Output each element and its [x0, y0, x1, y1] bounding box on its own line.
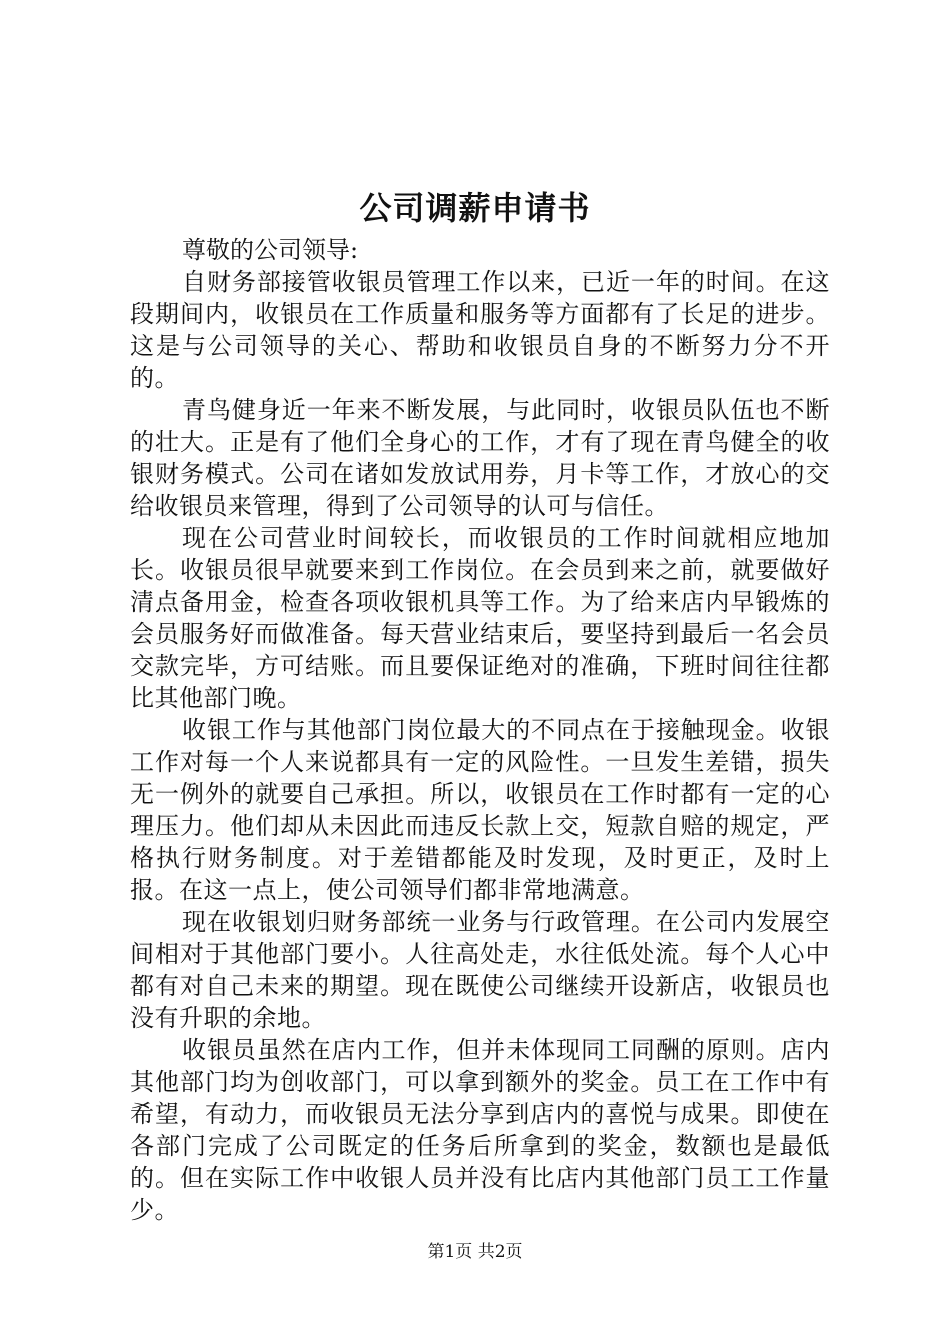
paragraph: 现在公司营业时间较长，而收银员的工作时间就相应地加长。收银员很早就要来到工作岗位。在会员到来之前，就要做好清点备用金，检查各项收银机具等工作。为了给来店内早锻炼的会员服务好而做准备。每天营业结束后，要坚持到最后一名会员交款完毕，方可结账。而且要保证绝对的准确，下班时间往往都比其他部门晚。	[130, 524, 830, 712]
paragraph: 收银工作与其他部门岗位最大的不同点在于接触现金。收银工作对每一个人来说都具有一定的风险性。一旦发生差错，损失无一例外的就要自己承担。所以，收银员在工作时都有一定的心理压力。他们却从未因此而违反长款上交，短款自赔的规定，严格执行财务制度。对于差错都能及时发现，及时更正，及时上报。在这一点上，使公司领导们都非常地满意。	[130, 716, 830, 904]
page-footer: 第1页 共2页	[427, 1242, 523, 1262]
salutation: 尊敬的公司领导:	[182, 236, 359, 264]
document-body	[130, 234, 830, 1226]
document-title: 公司调薪申请书	[359, 189, 591, 227]
paragraph: 现在收银划归财务部统一业务与行政管理。在公司内发展空间相对于其他部门要小。人往高处走，水往低处流。每个人心中都有对自己未来的期望。现在既使公司继续开设新店，收银员也没有升职的余地。	[130, 908, 830, 1032]
paragraph: 收银员虽然在店内工作，但并未体现同工同酬的原则。店内其他部门均为创收部门，可以拿到额外的奖金。员工在工作中有希望，有动力，而收银员无法分享到店内的喜悦与成果。即使在各部门完成了公司既定的任务后所拿到的奖金，数额也是最低的。但在实际工作中收银人员并没有比店内其他部门员工工作量少。	[130, 1036, 830, 1224]
paragraph: 青鸟健身近一年来不断发展，与此同时，收银员队伍也不断的壮大。正是有了他们全身心的工作，才有了现在青鸟健全的收银财务模式。公司在诸如发放试用券，月卡等工作，才放心的交给收银员来管理，得到了公司领导的认可与信任。	[130, 396, 830, 520]
paragraph: 自财务部接管收银员管理工作以来，已近一年的时间。在这段期间内，收银员在工作质量和服务等方面都有了长足的进步。这是与公司领导的关心、帮助和收银员自身的不断努力分不开的。	[130, 268, 830, 392]
